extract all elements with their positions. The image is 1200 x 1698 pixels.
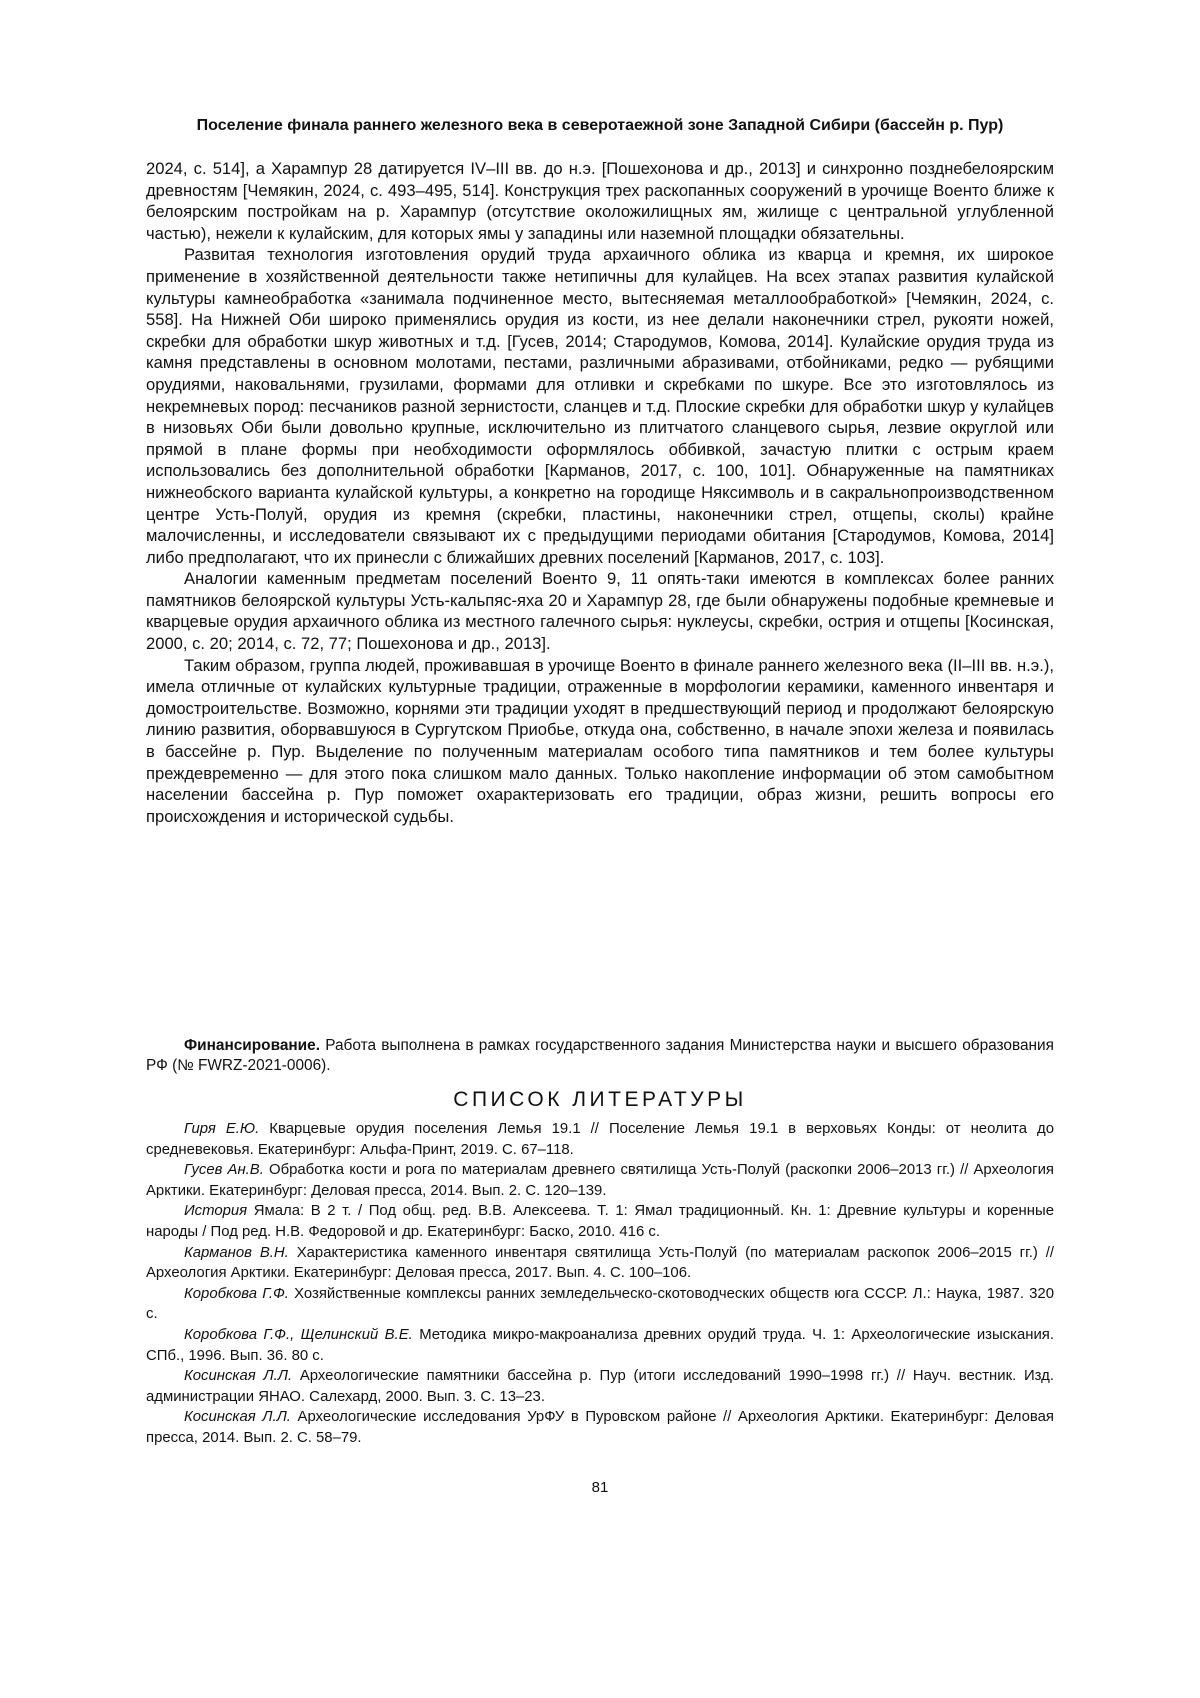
reference-text: Археологические исследования УрФУ в Пуровском районе // Археология Арктики. Екатеринбург: Деловая пресса, 2014. Вып. 2. С. 58–79. — [146, 1409, 1054, 1446]
reference-item — [146, 1366, 1054, 1407]
reference-item — [146, 1243, 1054, 1284]
reference-author: История — [184, 1203, 248, 1220]
reference-author: Гусев Ан.В. — [184, 1162, 264, 1179]
reference-item — [146, 1201, 1054, 1242]
reference-author: Коробкова Г.Ф. — [184, 1285, 289, 1302]
reference-text: Ямала: В 2 т. / Под общ. ред. В.В. Алексеева. Т. 1: Ямал традиционный. Кн. 1: Древние культуры и коренные народы / Под ред. Н.В. Федоровой и др. Екатеринбург: Баско, 2010. 416 с. — [146, 1203, 1054, 1240]
reference-item — [146, 1407, 1054, 1448]
reference-text: Археологические памятники бассейна р. Пур (итоги исследований 1990–1998 гг.) // Науч. вестник. Изд. администрации ЯНАО. Салехард, 2000. Вып. 3. С. 13–23. — [146, 1368, 1054, 1405]
reference-item — [146, 1119, 1054, 1160]
reference-author: Гиря Е.Ю. — [184, 1121, 260, 1137]
reference-text: Характеристика каменного инвентаря святилища Усть-Полуй (по материалам раскопок 2006–2015 гг.) // Археология Арктики. Екатеринбург: Деловая пресса, 2017. Вып. 4. С. 100–106. — [146, 1244, 1055, 1282]
references-list — [146, 1119, 1054, 1449]
funding-note — [146, 1036, 1054, 1076]
running-head: Поселение финала раннего железного века в северотаежной зоне Западной Сибири (бассейн р. Пур) — [196, 117, 1004, 134]
body-paragraph: Развитая технология изготовления орудий труда архаичного облика из кварца и кремня, их широкое применение в хозяйственной деятельности также нетипичны для кулайцев. На всех этапах развития кулайской культуры камнеобработка «занимала подчиненное место, вытесняемая металлообработкой» [Чемякин, 2024, с. 558]. На Нижней Оби широко применялись орудия из кости, из нее делали наконечники стрел, рукояти ножей, скребки для обработки шкур животных и т.д. [Гусев, 2014; Стародумов, Комова, 2014]. Кулайские орудия труда из камня представлены в основном молотами, пестами, различными абразивами, отбойниками, редко — рубящими орудиями, наковальнями, грузилами, формами для отливки и скребками по шкуре. Все это изготовлялось из некремневых пород: песчаников разной зернистости, сланцев и т.д. Плоские скребки для обработки шкур у кулайцев в низовьях Оби были довольно крупные, исключительно из плитчатого сланцевого сырья, лезвие округлой или прямой в плане формы при необходимости оформлялось оббивкой, зачастую плитки с острым краем использовались без дополнительной обработки [Карманов, 2017, с. 100, 101]. Обнаруженные на памятниках нижнеобского варианта кулайской культуры, а конкретно на городище Няксимволь и в сакральнопроизводственном центре Усть-Полуй, орудия из кремня (скребки, пластины, наконечники стрел, отщепы, сколы) крайне малочисленны, и исследователи связывают их с предыдущими периодами обитания [Стародумов, Комова, 2014] либо предполагают, что их принесли с ближайших древних поселений [Карманов, 2017, с. 103]. — [146, 245, 1054, 567]
body-paragraph: 2024, с. 514], а Харампур 28 датируется IV–III вв. до н.э. [Пошехонова и др., 2013] и синхронно позднебелоярским древностям [Чемякин, 2024, с. 493–495, 514]. Конструкция трех раскопанных сооружений в урочище Военто ближе к белоярским постройкам на р. Харампур (отсутствие околожилищных ям, жилище с центральной углубленной частью), нежели к кулайским, для которых ямы у западины или наземной площадки обязательны. — [146, 159, 1054, 243]
article-body — [146, 158, 1054, 827]
references-heading: СПИСОК ЛИТЕРАТУРЫ — [453, 1088, 747, 1111]
reference-author: Косинская Л.Л. — [184, 1409, 291, 1426]
reference-item — [146, 1325, 1054, 1366]
body-paragraph: Таким образом, группа людей, проживавшая в урочище Военто в финале раннего железного века (II–III вв. н.э.), имела отличные от кулайских культурные традиции, отраженные в морфологии керамики, каменного инвентаря и домостроительстве. Возможно, корнями эти традиции уходят в предшествующий период и продолжают белоярскую линию развития, оборвавшуюся в Сургутском Приобье, откуда она, собственно, в начале эпохи железа и появилась в бассейне р. Пур. Выделение по полученным материалам особого типа памятников и тем более культуры преждевременно — для этого пока слишком мало данных. Только накопление информации об этом самобытном населении бассейна р. Пур поможет охарактеризовать его традиции, образ жизни, решить вопросы его происхождения и исторической судьбы. — [146, 655, 1054, 826]
reference-author: Косинская Л.Л. — [184, 1368, 293, 1385]
body-paragraph: Аналогии каменным предметам поселений Военто 9, 11 опять-таки имеются в комплексах более ранних памятников белоярской культуры Усть-кальпяс-яха 20 и Харампур 28, где были обнаружены подобные кремневые и кварцевые орудия архаичного облика из местного галечного сырья: нуклеусы, скребки, острия и отщепы [Косинская, 2000, с. 20; 2014, с. 72, 77; Пошехонова и др., 2013]. — [146, 569, 1054, 654]
reference-text: Хозяйственные комплексы ранних земледельческо-скотоводческих обществ юга СССР. Л.: Наука, 1987. 320 с. — [146, 1285, 1054, 1323]
page-number: 81 — [591, 1479, 609, 1496]
reference-item — [146, 1284, 1054, 1325]
funding-text: Работа выполнена в рамках государственного задания Министерства науки и высшего образования РФ (№ FWRZ-2021-0006). — [146, 1037, 1054, 1074]
reference-text: Обработка кости и рога по материалам древнего святилища Усть-Полуй (раскопки 2006–2013 гг.) // Археология Арктики. Екатеринбург: Деловая пресса, 2014. Вып. 2. С. 120–139. — [146, 1162, 1054, 1199]
reference-text: Методика микро-макроанализа древних орудий труда. Ч. 1: Археологические изыскания. СПб., 1996. Вып. 36. 80 с. — [146, 1326, 1054, 1364]
reference-item — [146, 1160, 1054, 1201]
funding-label: Финансирование. — [184, 1037, 320, 1054]
reference-author: Коробкова Г.Ф., Щелинский В.Е. — [184, 1326, 413, 1343]
reference-author: Карманов В.Н. — [184, 1244, 289, 1261]
reference-text: Кварцевые орудия поселения Лемья 19.1 // Поселение Лемья 19.1 в верховьях Конды: от неолита до средневековья. Екатеринбург: Альфа-Принт, 2019. С. 67–118. — [146, 1121, 1054, 1158]
